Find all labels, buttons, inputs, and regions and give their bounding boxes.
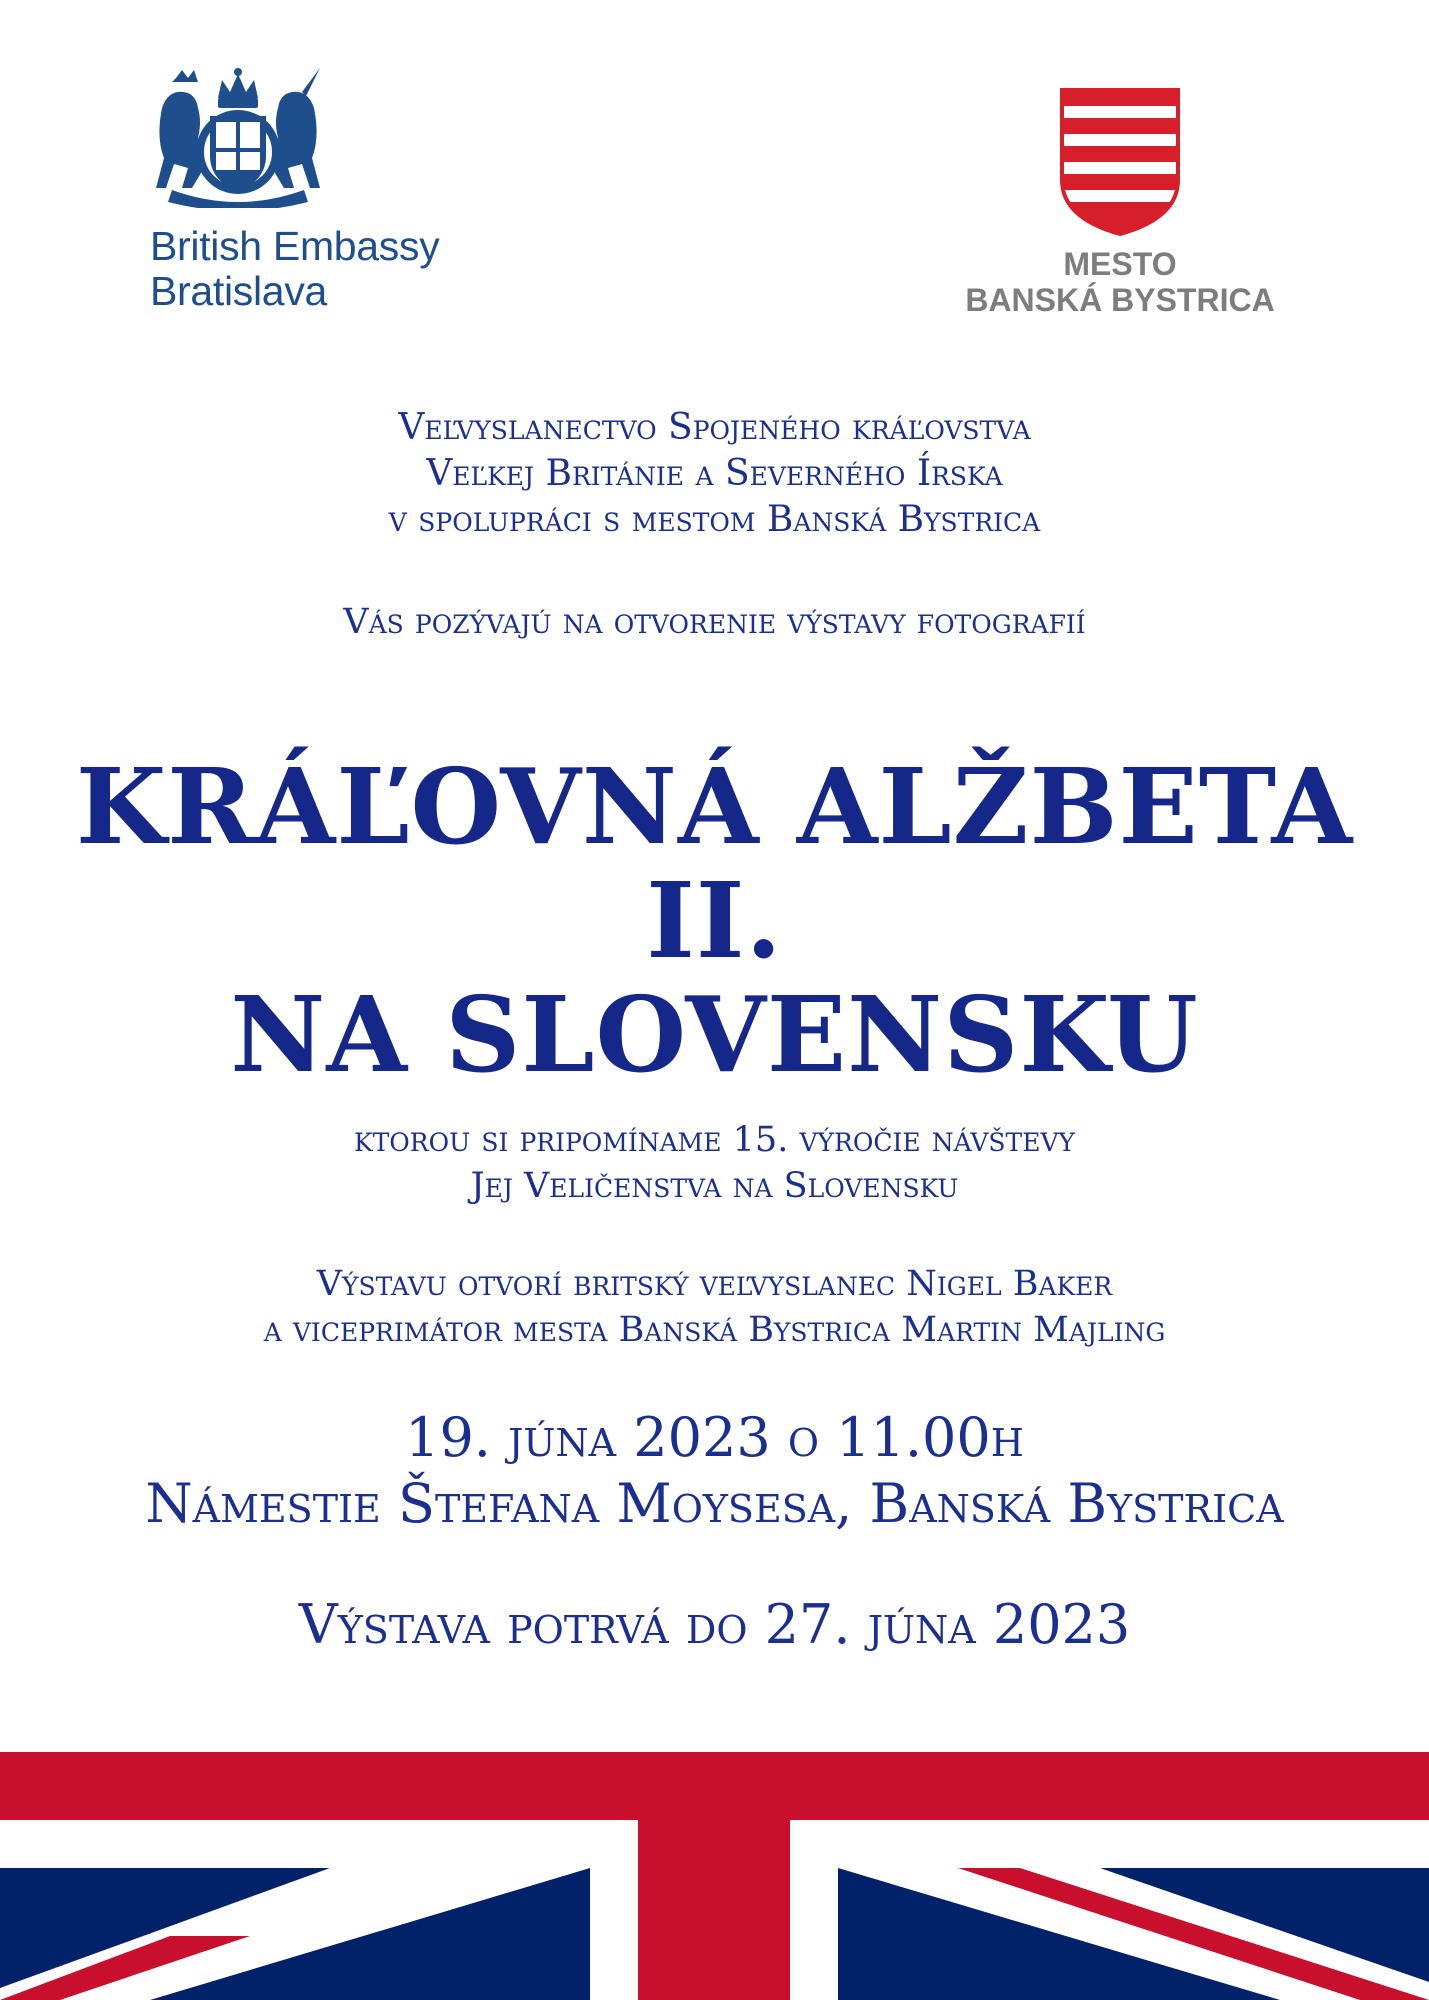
city-name (940, 246, 1300, 318)
intro-line: Veľvyslanectvo Spojeného kráľovstva (398, 407, 1031, 448)
invitation-text: Vás pozývajú na otvorenie výstavy fotografií (343, 602, 1086, 642)
opening-line: Výstavu otvorí britský veľvyslanec Nigel Baker (316, 1264, 1113, 1304)
exhibition-duration: Výstava potrvá do 27. júna 2023 (298, 1593, 1131, 1656)
opening-line: a viceprimátor mesta Banská Bystrica Martin Majling (263, 1310, 1166, 1350)
exhibition-title (0, 745, 1429, 1096)
commemoration-text (0, 1117, 1429, 1209)
intro-block (0, 405, 1429, 543)
event-details (0, 1405, 1429, 1537)
british-embassy-logo (150, 68, 490, 314)
commemoration-line: ktorou si pripomíname 15. výročie návštevy (353, 1120, 1076, 1160)
royal-coat-of-arms-icon (152, 68, 324, 208)
event-datetime: 19. júna 2023 o 11.00h (405, 1406, 1024, 1469)
intro-line: v spolupráci s mestom Banská Bystrica (388, 499, 1041, 540)
union-jack-flag (0, 1752, 1429, 2000)
commemoration-line: Jej Veličenstva na Slovensku (470, 1166, 959, 1206)
city-shield-icon (1058, 86, 1182, 236)
city-name-line2: BANSKÁ BYSTRICA (965, 282, 1275, 318)
title-line1: KRÁĽOVNÁ ALŽBETA II. (75, 745, 1354, 982)
title-line2: NA SLOVENSKU (230, 973, 1199, 1096)
event-place: Námestie Štefana Moysesa, Banská Bystrica (145, 1472, 1284, 1535)
embassy-name-line1: British Embassy (150, 223, 440, 269)
city-name-line1: MESTO (1063, 246, 1177, 282)
opening-text (0, 1261, 1429, 1353)
embassy-name (150, 224, 490, 314)
intro-line: Veľkej Británie a Severného Írska (426, 453, 1003, 494)
embassy-name-line2: Bratislava (150, 268, 328, 314)
